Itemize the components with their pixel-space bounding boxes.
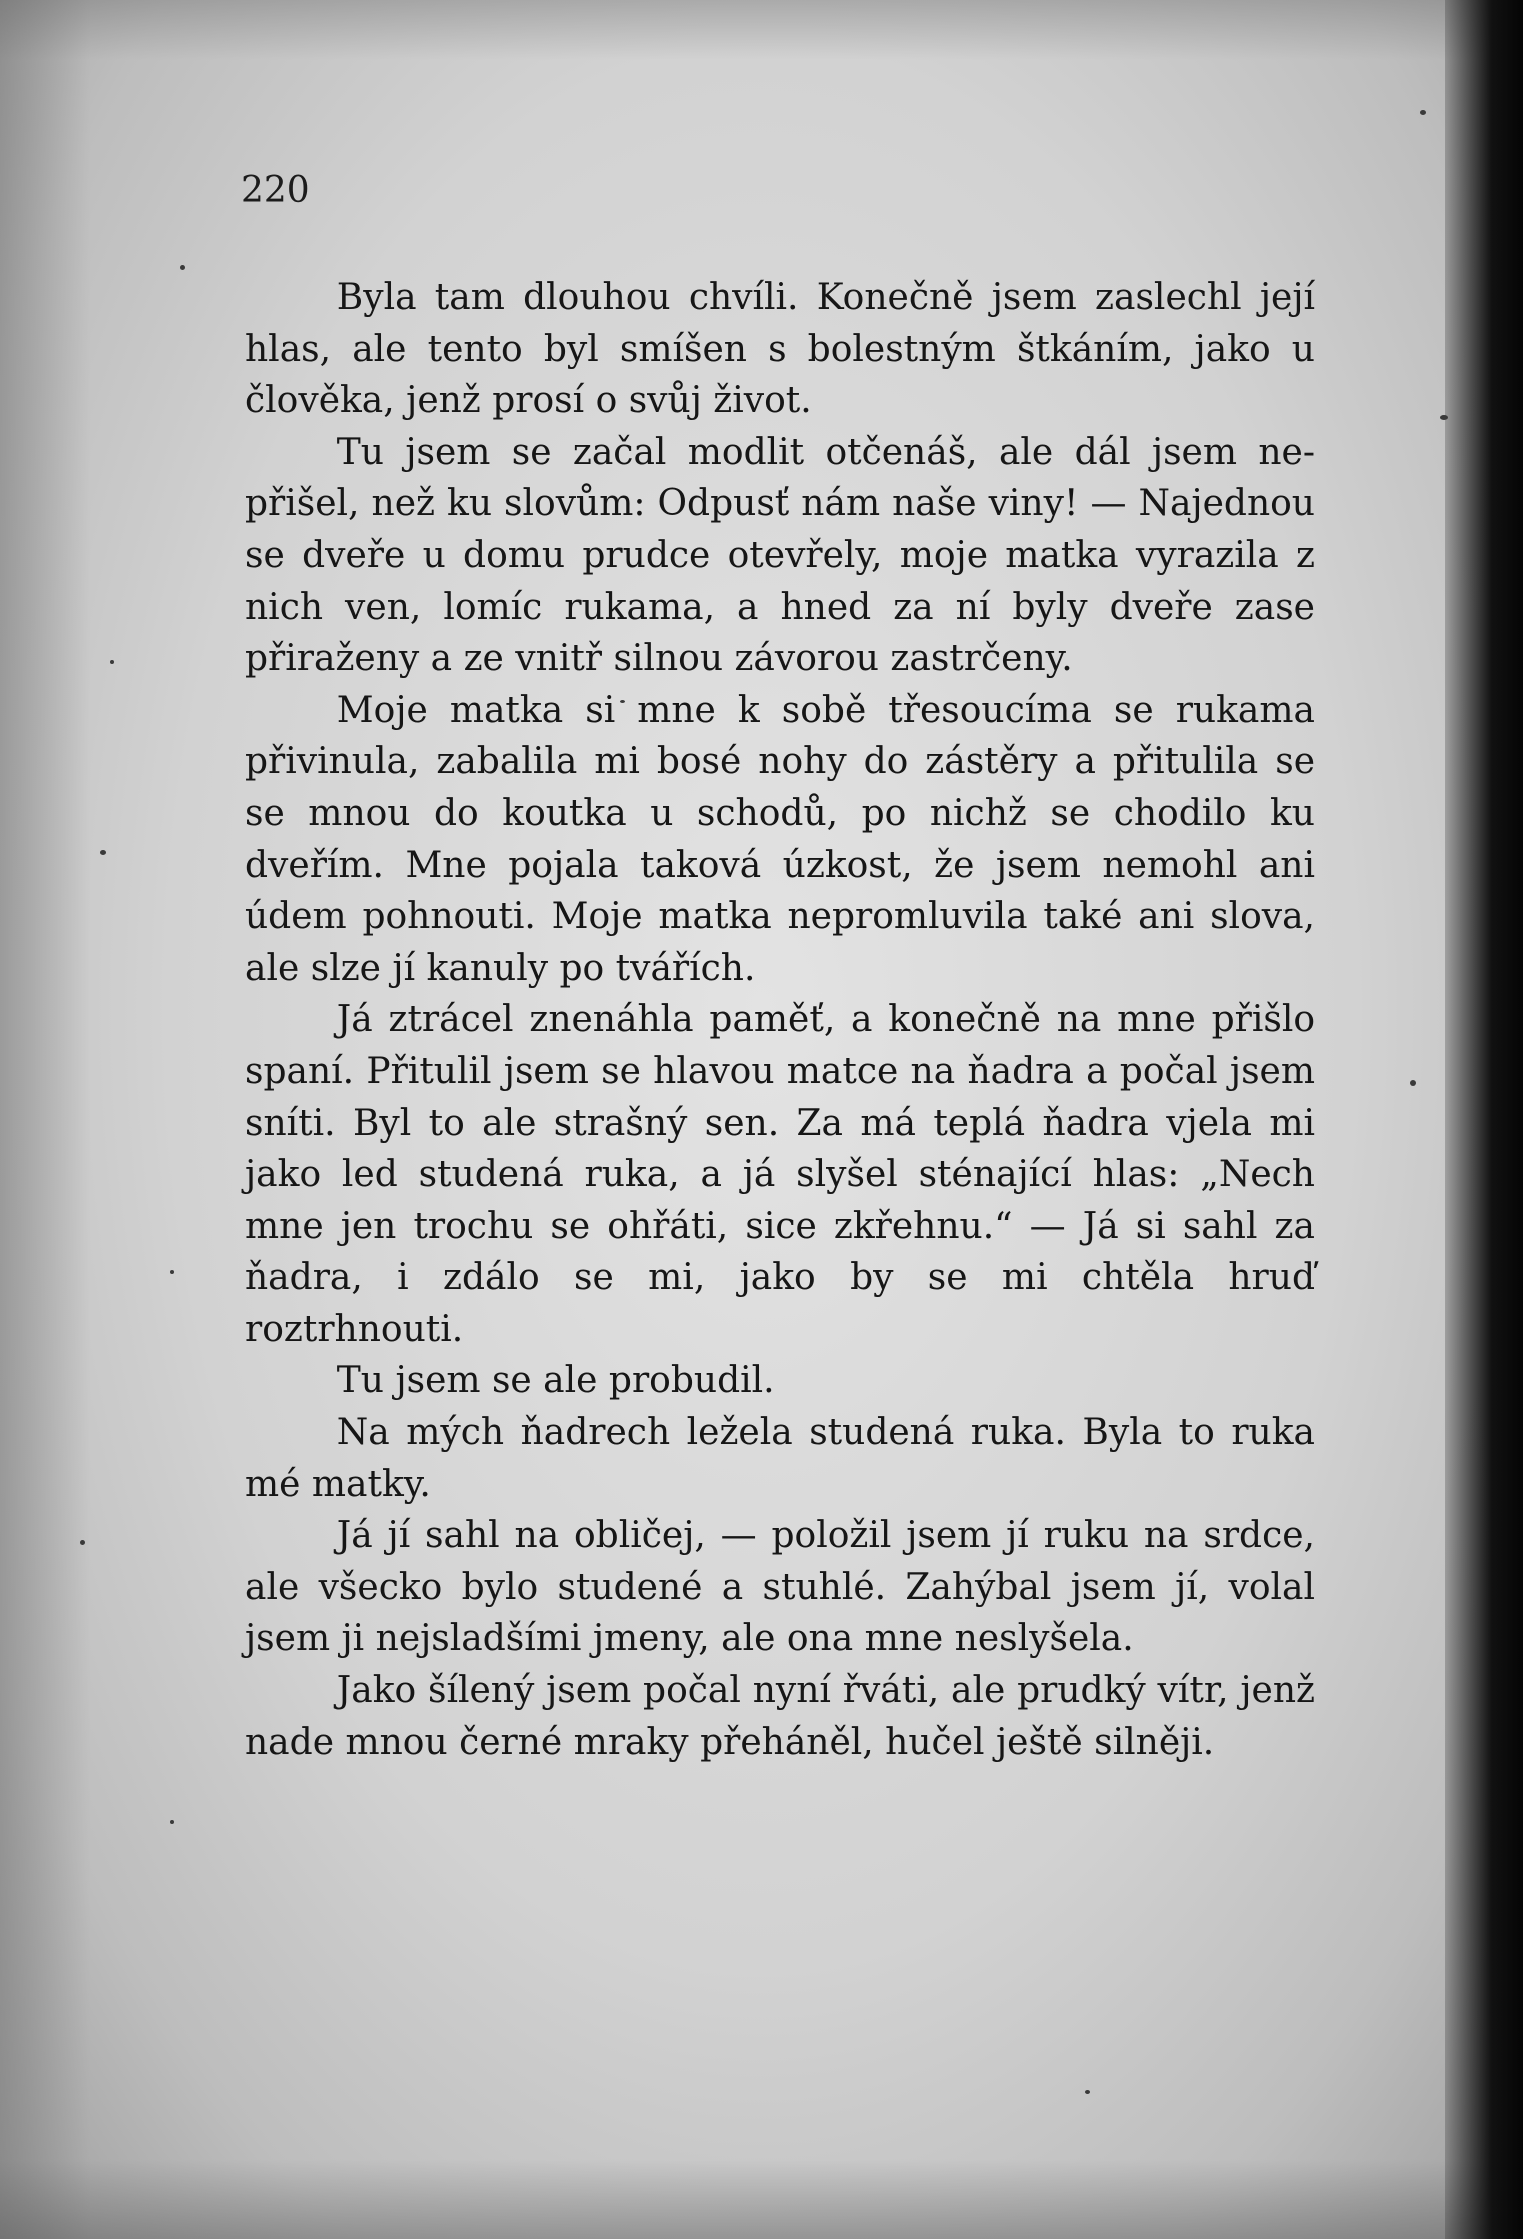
paragraph: Tu jsem se začal modlit otčenáš, ale dál jsem nepřišel, než ku slovům: Odpusť nám naše viny! — Najednou se dveře u domu prudce otevřely, moje matka vyrazila z nich ven, lomíc rukama, a hned za ní byly dveře zase přiraženy a ze vnitř silnou závorou zastrčeny. <box>245 431 1315 680</box>
paragraph: Moje matka si mne k sobě třesoucíma se rukama přivinula, zabalila mi bosé nohy do zástěry a přitulila se se mnou do koutka u schodů, po nichž se chodilo ku dveřím. Mne pojala taková úzkost, že jsem nemohl ani údem pohnouti. Moje matka nepromluvila také ani slova, ale slze jí kanuly po tvářích. <box>245 689 1315 989</box>
scan-speck <box>170 1820 174 1824</box>
binding-shadow <box>1445 0 1523 2239</box>
page-number: 220 <box>241 170 310 211</box>
scan-speck <box>100 850 106 855</box>
paragraph: Na mých ňadrech ležela studená ruka. Byla to ruka mé matky. <box>245 1412 1315 1505</box>
top-edge-shadow <box>0 0 1523 60</box>
scan-speck <box>170 1270 174 1274</box>
scan-speck <box>1440 415 1448 420</box>
scan-speck <box>1085 2090 1090 2094</box>
scan-speck <box>110 660 114 664</box>
scan-speck <box>1410 1080 1416 1086</box>
body-text <box>245 272 1315 1768</box>
left-edge-shadow <box>0 0 90 2239</box>
scan-speck <box>1420 110 1426 115</box>
paragraph: Jako šílený jsem počal nyní řváti, ale prudký vítr, jenž nade mnou černé mraky přeháněl, hučel ještě silněji. <box>245 1670 1315 1763</box>
paragraph: Já jí sahl na obličej, — položil jsem jí ruku na srdce, ale všecko bylo studené a stuhlé. Zahýbal jsem jí, volal jsem ji nejsladšími jmeny, ale ona mne neslyšela. <box>245 1515 1315 1660</box>
scan-speck <box>80 1540 85 1545</box>
paragraph: Tu jsem se ale probudil. <box>336 1360 775 1402</box>
bottom-edge-shadow <box>0 2159 1523 2239</box>
paragraph: Byla tam dlouhou chvíli. Konečně jsem zaslechl její hlas, ale tento byl smíšen s bolestným štkáním, jako u člověka, jenž prosí o svůj život. <box>245 277 1315 422</box>
scan-speck <box>180 265 185 270</box>
paragraph: Já ztrácel znenáhla paměť, a konečně na mne přišlo spaní. Přitulil jsem se hlavou matce na ňadra a počal jsem sníti. Byl to ale strašný sen. Za má teplá ňadra vjela mi jako led studená ruka, a já slyšel sténající hlas: „Nech mne jen trochu se ohřáti, sice zkřehnu.“ — Já si sahl za ňadra, i zdálo se mi, jako by se mi chtěla hruď roztrhnouti. <box>245 999 1315 1350</box>
